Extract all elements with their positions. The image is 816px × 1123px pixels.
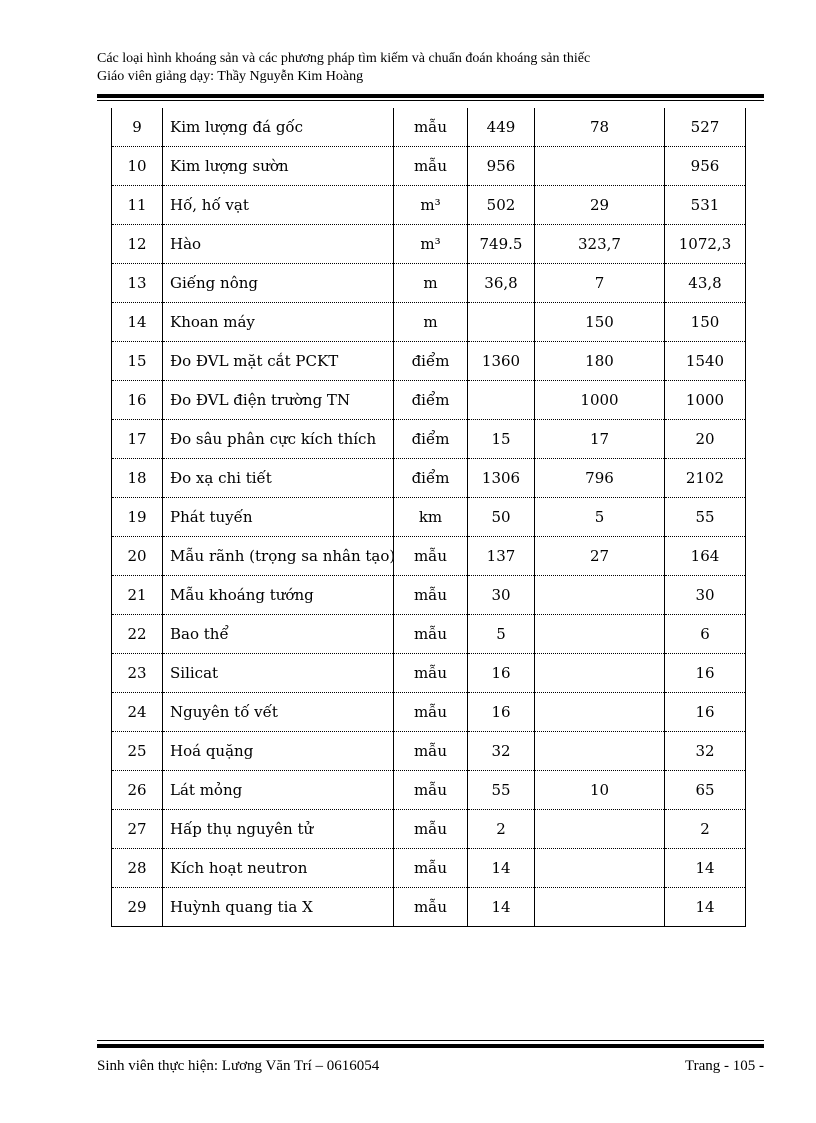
footer-author: Sinh viên thực hiện: Lương Văn Trí – 0616054 bbox=[97, 1058, 380, 1074]
cell-value-1: 55 bbox=[468, 771, 535, 810]
footer-rule-thick bbox=[97, 1044, 764, 1048]
table-row bbox=[112, 537, 746, 576]
cell-item-name: Kích hoạt neutron bbox=[163, 849, 394, 888]
cell-value-1: 14 bbox=[468, 888, 535, 927]
cell-item-name: Bao thể bbox=[163, 615, 394, 654]
cell-value-2: 150 bbox=[535, 303, 665, 342]
page-number: Trang - 105 - bbox=[684, 1058, 764, 1074]
cell-value-2: 27 bbox=[535, 537, 665, 576]
table-body bbox=[112, 108, 746, 927]
cell-total: 1000 bbox=[665, 381, 746, 420]
cell-unit: mẫu bbox=[394, 693, 468, 732]
table-row bbox=[112, 303, 746, 342]
cell-item-name: Hoá quặng bbox=[163, 732, 394, 771]
cell-no: 23 bbox=[112, 654, 163, 693]
cell-value-2: 10 bbox=[535, 771, 665, 810]
cell-total: 55 bbox=[665, 498, 746, 537]
table-row bbox=[112, 186, 746, 225]
cell-no: 9 bbox=[112, 108, 163, 147]
cell-unit: mẫu bbox=[394, 810, 468, 849]
cell-value-1 bbox=[468, 303, 535, 342]
cell-no: 27 bbox=[112, 810, 163, 849]
table-row bbox=[112, 654, 746, 693]
cell-value-1: 137 bbox=[468, 537, 535, 576]
cell-item-name: Đo ĐVL điện trường TN bbox=[163, 381, 394, 420]
cell-value-1: 36,8 bbox=[468, 264, 535, 303]
cell-value-2: 17 bbox=[535, 420, 665, 459]
cell-unit: điểm bbox=[394, 381, 468, 420]
cell-value-2 bbox=[535, 615, 665, 654]
table-row bbox=[112, 732, 746, 771]
cell-total: 16 bbox=[665, 654, 746, 693]
cell-item-name: Giếng nông bbox=[163, 264, 394, 303]
table-row bbox=[112, 459, 746, 498]
cell-no: 16 bbox=[112, 381, 163, 420]
cell-no: 26 bbox=[112, 771, 163, 810]
cell-total: 1072,3 bbox=[665, 225, 746, 264]
cell-unit: m³ bbox=[394, 186, 468, 225]
cell-item-name: Phát tuyến bbox=[163, 498, 394, 537]
footer-rule-thin bbox=[97, 1040, 764, 1041]
survey-volume-table bbox=[111, 108, 746, 927]
table-row bbox=[112, 342, 746, 381]
cell-total: 6 bbox=[665, 615, 746, 654]
cell-unit: m bbox=[394, 264, 468, 303]
cell-total: 14 bbox=[665, 888, 746, 927]
cell-value-1: 449 bbox=[468, 108, 535, 147]
cell-value-2: 1000 bbox=[535, 381, 665, 420]
cell-no: 21 bbox=[112, 576, 163, 615]
cell-total: 16 bbox=[665, 693, 746, 732]
cell-no: 17 bbox=[112, 420, 163, 459]
cell-no: 15 bbox=[112, 342, 163, 381]
cell-no: 22 bbox=[112, 615, 163, 654]
table-row bbox=[112, 498, 746, 537]
cell-value-1: 16 bbox=[468, 693, 535, 732]
table-row bbox=[112, 576, 746, 615]
cell-value-1: 15 bbox=[468, 420, 535, 459]
cell-value-2 bbox=[535, 888, 665, 927]
cell-item-name: Đo sâu phân cực kích thích bbox=[163, 420, 394, 459]
cell-item-name: Hấp thụ nguyên tử bbox=[163, 810, 394, 849]
cell-value-2: 796 bbox=[535, 459, 665, 498]
cell-total: 527 bbox=[665, 108, 746, 147]
cell-no: 25 bbox=[112, 732, 163, 771]
cell-total: 956 bbox=[665, 147, 746, 186]
cell-item-name: Nguyên tố vết bbox=[163, 693, 394, 732]
cell-item-name: Lát mỏng bbox=[163, 771, 394, 810]
table-row bbox=[112, 264, 746, 303]
cell-value-1: 14 bbox=[468, 849, 535, 888]
cell-no: 20 bbox=[112, 537, 163, 576]
cell-value-2: 78 bbox=[535, 108, 665, 147]
table-row bbox=[112, 693, 746, 732]
table-row bbox=[112, 849, 746, 888]
cell-value-1: 16 bbox=[468, 654, 535, 693]
cell-item-name: Mẫu khoáng tướng bbox=[163, 576, 394, 615]
cell-value-1: 749.5 bbox=[468, 225, 535, 264]
cell-value-2 bbox=[535, 732, 665, 771]
cell-unit: mẫu bbox=[394, 654, 468, 693]
cell-value-2 bbox=[535, 693, 665, 732]
cell-no: 12 bbox=[112, 225, 163, 264]
document-title: Các loại hình khoáng sản và các phương pháp tìm kiếm và chuẩn đoán khoáng sản thiếc bbox=[97, 51, 591, 66]
cell-total: 531 bbox=[665, 186, 746, 225]
cell-unit: mẫu bbox=[394, 108, 468, 147]
cell-unit: điểm bbox=[394, 459, 468, 498]
cell-value-2: 180 bbox=[535, 342, 665, 381]
cell-no: 24 bbox=[112, 693, 163, 732]
cell-no: 29 bbox=[112, 888, 163, 927]
cell-item-name: Đo ĐVL mặt cắt PCKT bbox=[163, 342, 394, 381]
cell-total: 43,8 bbox=[665, 264, 746, 303]
cell-value-1: 30 bbox=[468, 576, 535, 615]
cell-unit: m³ bbox=[394, 225, 468, 264]
cell-no: 11 bbox=[112, 186, 163, 225]
cell-total: 2102 bbox=[665, 459, 746, 498]
page-header bbox=[97, 50, 767, 86]
table-row bbox=[112, 225, 746, 264]
cell-value-1: 32 bbox=[468, 732, 535, 771]
cell-no: 13 bbox=[112, 264, 163, 303]
header-rule-thin bbox=[97, 100, 764, 101]
cell-item-name: Hào bbox=[163, 225, 394, 264]
cell-item-name: Đo xạ chi tiết bbox=[163, 459, 394, 498]
cell-value-1: 2 bbox=[468, 810, 535, 849]
cell-value-2 bbox=[535, 810, 665, 849]
cell-value-2: 323,7 bbox=[535, 225, 665, 264]
cell-unit: mẫu bbox=[394, 849, 468, 888]
cell-value-2 bbox=[535, 147, 665, 186]
cell-no: 28 bbox=[112, 849, 163, 888]
cell-total: 20 bbox=[665, 420, 746, 459]
cell-value-2: 5 bbox=[535, 498, 665, 537]
cell-unit: mẫu bbox=[394, 615, 468, 654]
cell-value-1: 502 bbox=[468, 186, 535, 225]
cell-no: 14 bbox=[112, 303, 163, 342]
cell-item-name: Kim lượng đá gốc bbox=[163, 108, 394, 147]
cell-unit: mẫu bbox=[394, 537, 468, 576]
cell-item-name: Khoan máy bbox=[163, 303, 394, 342]
cell-value-1: 956 bbox=[468, 147, 535, 186]
cell-item-name: Silicat bbox=[163, 654, 394, 693]
cell-value-2 bbox=[535, 654, 665, 693]
table-row bbox=[112, 381, 746, 420]
cell-unit: m bbox=[394, 303, 468, 342]
cell-value-1 bbox=[468, 381, 535, 420]
cell-item-name: Hố, hố vạt bbox=[163, 186, 394, 225]
cell-unit: mẫu bbox=[394, 576, 468, 615]
cell-item-name: Mẫu rãnh (trọng sa nhân tạo) bbox=[163, 537, 394, 576]
cell-total: 1540 bbox=[665, 342, 746, 381]
cell-value-2: 7 bbox=[535, 264, 665, 303]
table-row bbox=[112, 771, 746, 810]
cell-total: 30 bbox=[665, 576, 746, 615]
cell-value-1: 50 bbox=[468, 498, 535, 537]
cell-total: 32 bbox=[665, 732, 746, 771]
cell-unit: điểm bbox=[394, 342, 468, 381]
cell-unit: mẫu bbox=[394, 732, 468, 771]
cell-unit: điểm bbox=[394, 420, 468, 459]
cell-no: 18 bbox=[112, 459, 163, 498]
cell-value-1: 5 bbox=[468, 615, 535, 654]
table-row bbox=[112, 108, 746, 147]
cell-no: 19 bbox=[112, 498, 163, 537]
cell-item-name: Kim lượng sườn bbox=[163, 147, 394, 186]
cell-total: 150 bbox=[665, 303, 746, 342]
cell-total: 65 bbox=[665, 771, 746, 810]
cell-unit: mẫu bbox=[394, 888, 468, 927]
header-rule-thick bbox=[97, 94, 764, 98]
table-row bbox=[112, 888, 746, 927]
cell-value-2 bbox=[535, 849, 665, 888]
cell-value-2: 29 bbox=[535, 186, 665, 225]
cell-item-name: Huỳnh quang tia X bbox=[163, 888, 394, 927]
cell-unit: mẫu bbox=[394, 771, 468, 810]
cell-total: 2 bbox=[665, 810, 746, 849]
cell-value-1: 1306 bbox=[468, 459, 535, 498]
table-row bbox=[112, 615, 746, 654]
cell-value-1: 1360 bbox=[468, 342, 535, 381]
cell-total: 164 bbox=[665, 537, 746, 576]
cell-no: 10 bbox=[112, 147, 163, 186]
cell-total: 14 bbox=[665, 849, 746, 888]
cell-unit: mẫu bbox=[394, 147, 468, 186]
cell-unit: km bbox=[394, 498, 468, 537]
table-row bbox=[112, 147, 746, 186]
cell-value-2 bbox=[535, 576, 665, 615]
table-row bbox=[112, 420, 746, 459]
table-row bbox=[112, 810, 746, 849]
instructor-line: Giáo viên giảng dạy: Thầy Nguyễn Kim Hoàng bbox=[97, 69, 364, 84]
